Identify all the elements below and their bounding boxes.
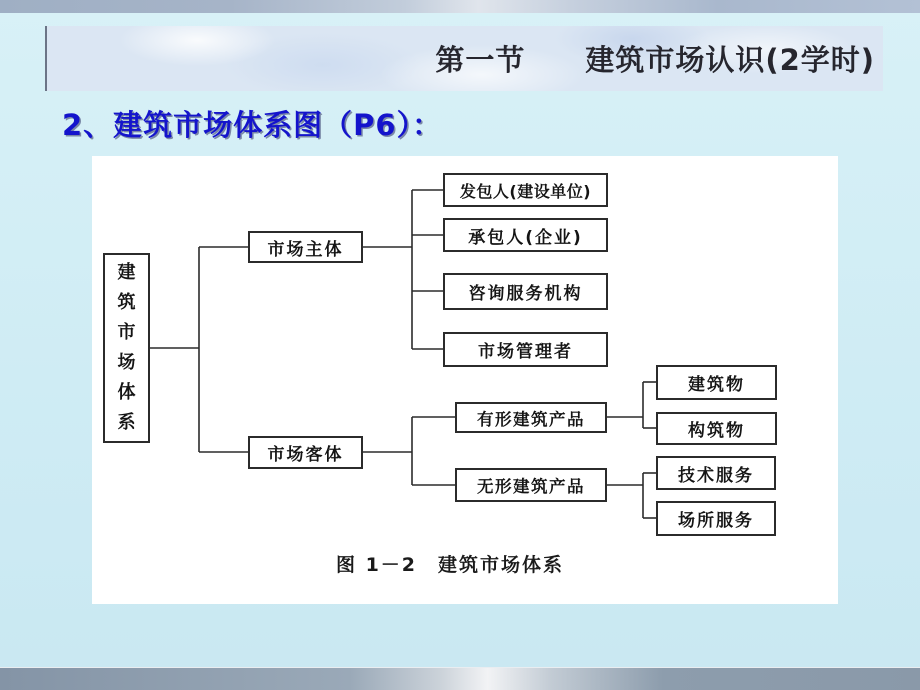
node-market-regulator: 市场管理者 (443, 332, 608, 367)
diagram-caption: 图 1－2 建筑市场体系 (335, 554, 565, 576)
bottom-decor-bar (0, 667, 920, 690)
diagram-panel (92, 156, 838, 604)
node-technical-service: 技术服务 (656, 456, 776, 490)
node-consulting-service-org: 咨询服务机构 (443, 273, 608, 310)
node-contractor: 承包人(企业) (443, 218, 608, 252)
node-structure: 构筑物 (656, 412, 777, 445)
slide-header-title: 第一节 建筑市场认识(2学时) (435, 43, 875, 77)
node-tangible-building-products: 有形建筑产品 (455, 402, 607, 433)
slide-heading: 2、建筑市场体系图（P6）： (62, 108, 443, 142)
node-intangible-building-products: 无形建筑产品 (455, 468, 607, 502)
node-construction-market-system: 建筑市场体系 (103, 253, 150, 443)
node-building: 建筑物 (656, 365, 777, 400)
node-venue-service: 场所服务 (656, 501, 776, 536)
node-contract-issuer: 发包人(建设单位) (443, 173, 608, 207)
node-market-object: 市场客体 (248, 436, 363, 469)
slide-header-band (45, 26, 883, 91)
node-market-subject: 市场主体 (248, 231, 363, 263)
top-decor-bar (0, 0, 920, 13)
